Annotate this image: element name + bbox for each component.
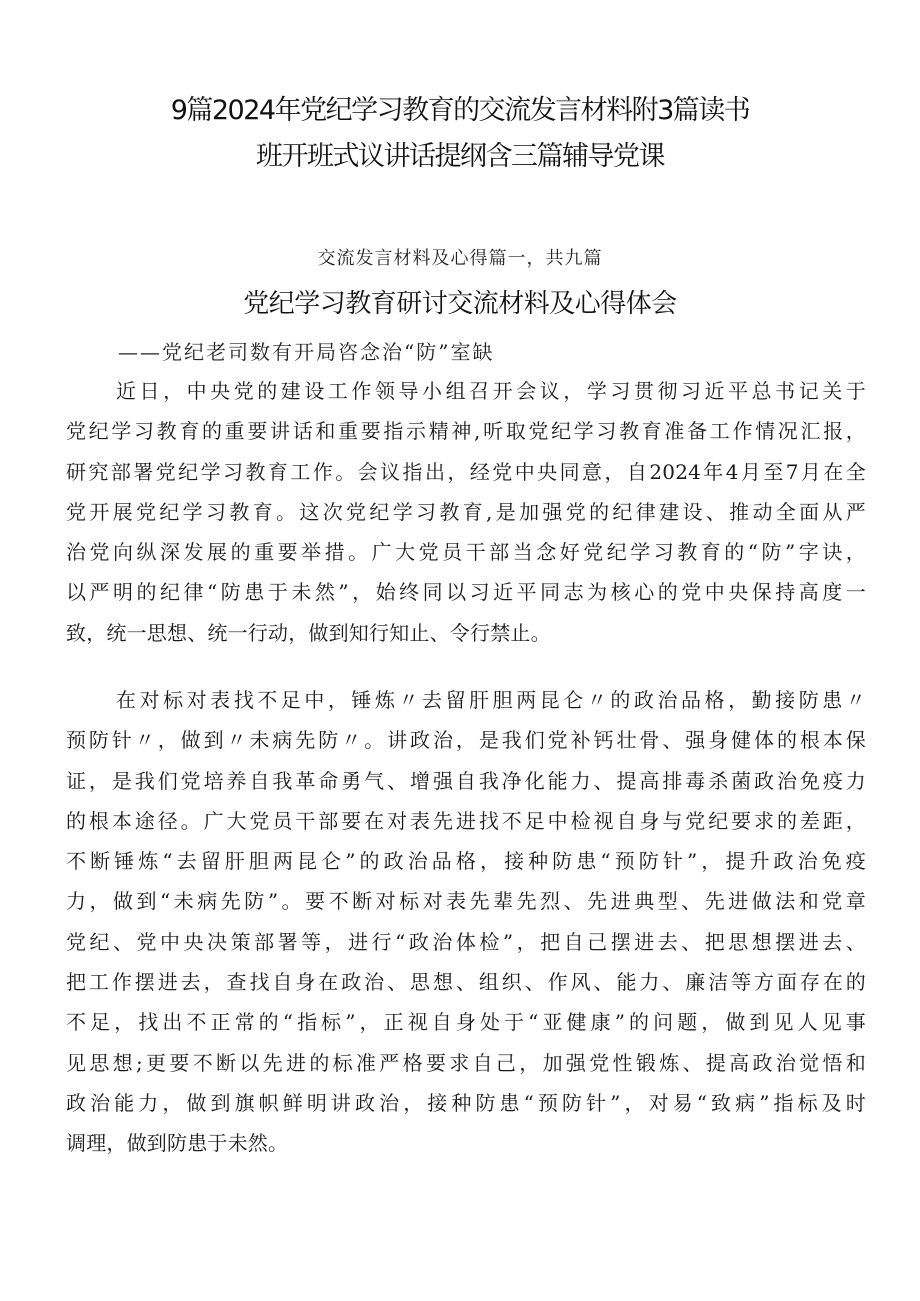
paragraph-1 (66, 371, 866, 653)
paragraph-line: 近日，中央党的建设工作领导小组召开会议，学习贯彻习近平总书记关于 (116, 379, 866, 403)
paragraph-line: 把工作摆进去，查找自身在政治、思想、组织、作风、能力、廉洁等方面存在的 (66, 970, 866, 995)
paragraph-line: 力，做到“未病先防”。要不断对标对表先辈先烈、先进典型、先进做法和党章 (66, 889, 866, 914)
paragraph-line: 在对标对表找不足中，锤炼〃去留肝胆两昆仑〃的政治品格，勤接防患〃 (116, 688, 866, 712)
document-title (60, 88, 860, 180)
paragraph-line: 党开展党纪学习教育。这次党纪学习教育,是加强党的纪律建设、推动全面从严 (66, 499, 866, 524)
document-title-line-2: 班开班式议讲话提纲含三篇辅导党课 (256, 141, 664, 172)
paragraph-line: 政治能力，做到旗帜鲜明讲政治，接种防患“预防针”，对易“致病”指标及时 (66, 1090, 866, 1115)
paragraph-line: 的根本途径。广大党员干部要在对表先进找不足中检视自身与党纪要求的差距， (66, 808, 866, 833)
paragraph-line: 致，统一思想、统一行动，做到知行知止、令行禁止。 (66, 620, 551, 645)
section-byline: ——党纪老司数有开局咨念治“防”室缺 (118, 340, 495, 364)
paragraph-line: 党纪、党中央决策部署等，进行“政治体检”，把自己摆进去、把思想摆进去、 (66, 929, 866, 954)
paragraph-line: 预防针〃，做到〃未病先防〃。讲政治，是我们党补钙壮骨、强身健体的根本保 (66, 728, 866, 753)
paragraph-line: 不足，找出不正常的“指标”，正视自身处于“亚健康”的问题，做到见人见事 (66, 1010, 866, 1035)
paragraph-line: 不断锤炼“去留肝胆两昆仑”的政治品格，接种防患“预防针”，提升政治免疫 (66, 849, 866, 874)
paragraph-2 (66, 680, 866, 1164)
paragraph-line: 党纪学习教育的重要讲话和重要指示精神,听取党纪学习教育准备工作情况汇报， (66, 419, 866, 444)
paragraph-line: 证，是我们党培养自我革命勇气、增强自我净化能力、提高排毒杀菌政治免疫力 (66, 768, 866, 793)
paragraph-line: 以严明的纪律“防患于未然”，始终同以习近平同志为核心的党中央保持高度一 (66, 580, 866, 605)
paragraph-line: 治党向纵深发展的重要举措。广大党员干部当念好党纪学习教育的“防”字诀， (66, 540, 866, 565)
paragraph-line: 见思想;更要不断以先进的标准严格要求自己，加强党性锻炼、提高政治觉悟和 (66, 1050, 866, 1075)
paragraph-line: 研究部署党纪学习教育工作。会议指出，经党中央同意，自2024年4月至7月在全 (66, 459, 866, 484)
paragraph-line: 调理，做到防患于未然。 (66, 1131, 289, 1156)
document-title-line-1: 9篇2024年党纪学习教育的交流发言材料附3篇读书 (170, 95, 750, 126)
section-title: 党纪学习教育研讨交流材料及心得体会 (243, 289, 677, 319)
section-subtitle: 交流发言材料及心得篇一，共九篇 (317, 248, 603, 269)
